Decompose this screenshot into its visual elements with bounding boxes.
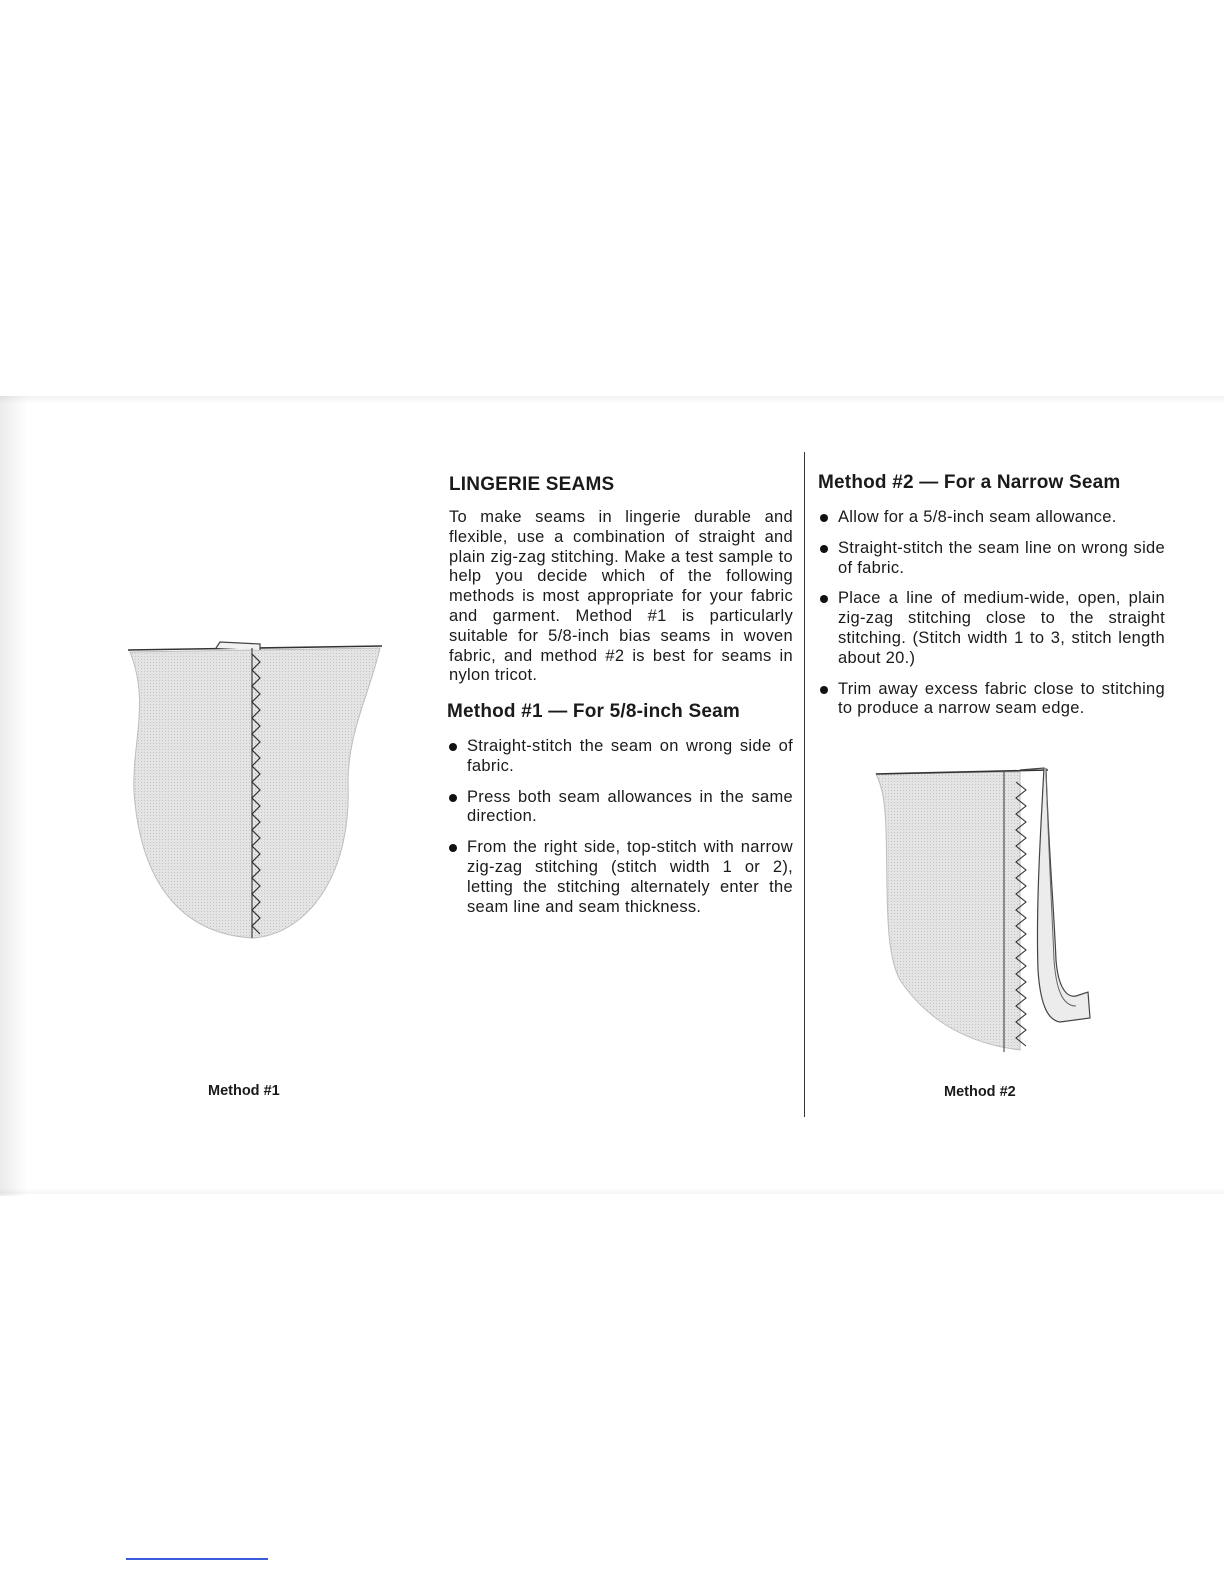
fabric-piece [130, 648, 380, 938]
method2-illustration [870, 760, 1110, 1060]
seam-allowance-strip [1020, 768, 1090, 1022]
scan-edge-bottom [0, 1188, 1224, 1194]
method1-step: Press both seam allowances in the same direction. [447, 788, 793, 828]
method1-step: From the right side, top-stitch with narrow zig-zag stitching (stitch width 1 or 2), letting the stitching alternately enter the seam line and seam thickness. [447, 838, 793, 917]
method1-heading: Method #1 — For 5/8-inch Seam [447, 701, 740, 722]
method2-steps [818, 508, 1165, 730]
method2-step: Straight-stitch the seam line on wrong side of fabric. [818, 539, 1165, 579]
footer-rule [126, 1558, 268, 1560]
section-title: LINGERIE SEAMS [449, 474, 615, 495]
method2-caption: Method #2 [944, 1084, 1016, 1100]
method2-step: Allow for a 5/8-inch seam allowance. [818, 508, 1165, 528]
method1-illustration [120, 632, 390, 952]
method1-caption: Method #1 [208, 1083, 280, 1099]
method2-heading: Method #2 — For a Narrow Seam [818, 472, 1121, 493]
method2-step: Trim away excess fabric close to stitching to produce a narrow seam edge. [818, 680, 1165, 720]
fabric-piece [876, 772, 1020, 1050]
method1-step: Straight-stitch the seam on wrong side of fabric. [447, 737, 793, 777]
method2-step: Place a line of medium-wide, open, plain zig-zag stitching close to the straight stitching. (Stitch width 1 to 3, stitch length about 20.) [818, 589, 1165, 668]
scan-edge-left [0, 396, 28, 1196]
intro-paragraph: To make seams in lingerie durable and flexible, use a combination of straight and plain zig-zag stitching. Make a test sample to help you decide which of the following methods is most appropriate for your fabric and garment. Method #1 is particularly suitable for 5/8-inch bias seams in woven fabric, and method #2 is best for seams in nylon tricot. [449, 508, 793, 685]
scan-edge-top [0, 396, 1224, 404]
column-divider [804, 452, 805, 1117]
method1-steps [447, 737, 793, 928]
